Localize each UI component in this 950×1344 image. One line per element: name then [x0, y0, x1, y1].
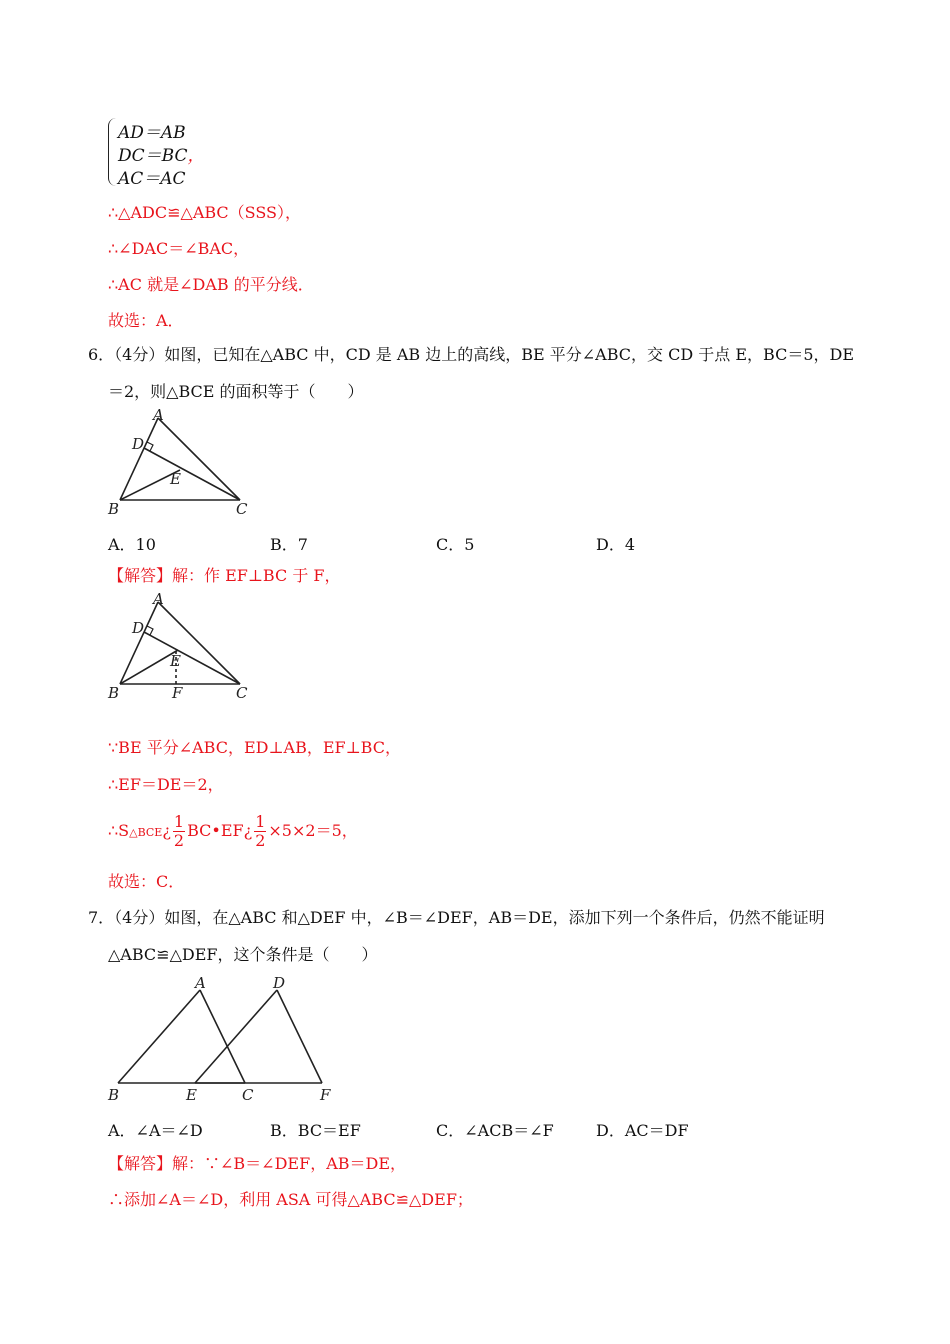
q7-option-a[interactable]: A．∠A＝∠D	[108, 1121, 203, 1140]
q7-stem-line-1: 7．（4分）如图，在△ABC 和△DEF 中，∠B＝∠DEF，AB＝DE，添加下列一个条件后，仍然不能证明	[88, 908, 825, 927]
q6-option-b[interactable]: B．7	[270, 535, 308, 554]
system-eq-3: AC＝AC	[118, 169, 186, 189]
sol5-line-3: ∴AC 就是∠DAB 的平分线．	[108, 275, 314, 294]
q6-fig-label-b: B	[108, 500, 120, 518]
q6-sol-line-4: 故选：C．	[108, 872, 185, 891]
q7-answer-head: 【解答】解：∵∠B＝∠DEF，AB＝DE，	[108, 1154, 407, 1173]
q7-fig-ab	[118, 990, 200, 1083]
q7-option-d[interactable]: D．AC＝DF	[596, 1121, 689, 1140]
q6s-fig-cd	[144, 632, 240, 684]
q7-option-c[interactable]: C．∠ACB＝∠F	[436, 1121, 554, 1140]
q7-fig-label-f: F	[320, 1086, 331, 1104]
q6-fig-label-e: E	[170, 470, 181, 488]
q6s-fig-label-d: D	[132, 619, 145, 637]
q7-figure	[100, 970, 350, 1110]
q6-fig-ab	[120, 418, 158, 500]
q6-fig-label-d: D	[132, 435, 145, 453]
q6-fig-label-a: A	[153, 408, 164, 424]
q7-option-b[interactable]: B．BC＝EF	[270, 1121, 361, 1140]
sol5-line-4: 故选：A．	[108, 311, 184, 330]
q7-sol-line-1: ∴添加∠A＝∠D，利用 ASA 可得△ABC≌△DEF；	[108, 1190, 473, 1209]
q6-sol-line-1: ∵BE 平分∠ABC，ED⊥AB，EF⊥BC，	[108, 738, 401, 757]
q6s-fig-ab	[120, 602, 158, 684]
q6-sol-line-3: ∴S△BCE¿ $\frac{1}{2}$ BC•EF¿ $\frac{1}{2}$ ×5×2＝5，	[108, 812, 358, 850]
q6-answer-head: 【解答】解：作 EF⊥BC 于 F，	[108, 566, 341, 585]
system-eq-2: DC＝BC，	[118, 146, 205, 166]
q6s-fig-label-e: E	[170, 652, 181, 670]
q6-option-a[interactable]: A．10	[108, 535, 156, 554]
system-brace	[108, 118, 117, 186]
q6s-fig-label-c: C	[236, 684, 248, 702]
q6-fraction-2: $\frac{1}{2}$	[255, 812, 266, 850]
q6s-fig-label-b: B	[108, 684, 120, 702]
q6-answer-tag: 【解答】	[108, 566, 173, 585]
q6-option-d[interactable]: D．4	[596, 535, 636, 554]
q6s-fig-label-a: A	[153, 592, 164, 608]
q7-stem-line-2: △ABC≌△DEF，这个条件是（ ）	[108, 945, 378, 964]
q6-stem-line-2: ＝2，则△BCE 的面积等于（ ）	[108, 382, 364, 401]
q6-solution-figure	[100, 592, 260, 704]
q7-answer-tag: 【解答】	[108, 1154, 173, 1173]
q6-sol-line-2: ∴EF＝DE＝2，	[108, 775, 224, 794]
sol5-line-1: ∴△ADC≌△ABC（SSS），	[108, 203, 301, 222]
q6-fraction-1: $\frac{1}{2}$	[173, 812, 185, 850]
q7-fig-df	[277, 990, 322, 1083]
q6-fig-label-c: C	[236, 500, 248, 518]
system-eq-1: AD＝AB	[118, 123, 186, 143]
q7-fig-label-c: C	[242, 1086, 254, 1104]
q7-fig-label-d: D	[273, 974, 286, 992]
q6s-fig-label-f: F	[172, 684, 183, 702]
sol5-line-2: ∴∠DAC＝∠BAC，	[108, 239, 250, 258]
q6-option-c[interactable]: C．5	[436, 535, 475, 554]
q7-fig-label-e: E	[186, 1086, 197, 1104]
q6-figure	[100, 408, 260, 520]
q6-stem-line-1: 6．（4分）如图，已知在△ABC 中，CD 是 AB 边上的高线，BE 平分∠ABC，交 CD 于点 E，BC＝5，DE	[88, 345, 855, 364]
q7-fig-label-a: A	[195, 974, 206, 992]
q6s-fig-ac	[158, 602, 240, 684]
q6-fig-cd	[144, 448, 240, 500]
q7-fig-label-b: B	[108, 1086, 120, 1104]
